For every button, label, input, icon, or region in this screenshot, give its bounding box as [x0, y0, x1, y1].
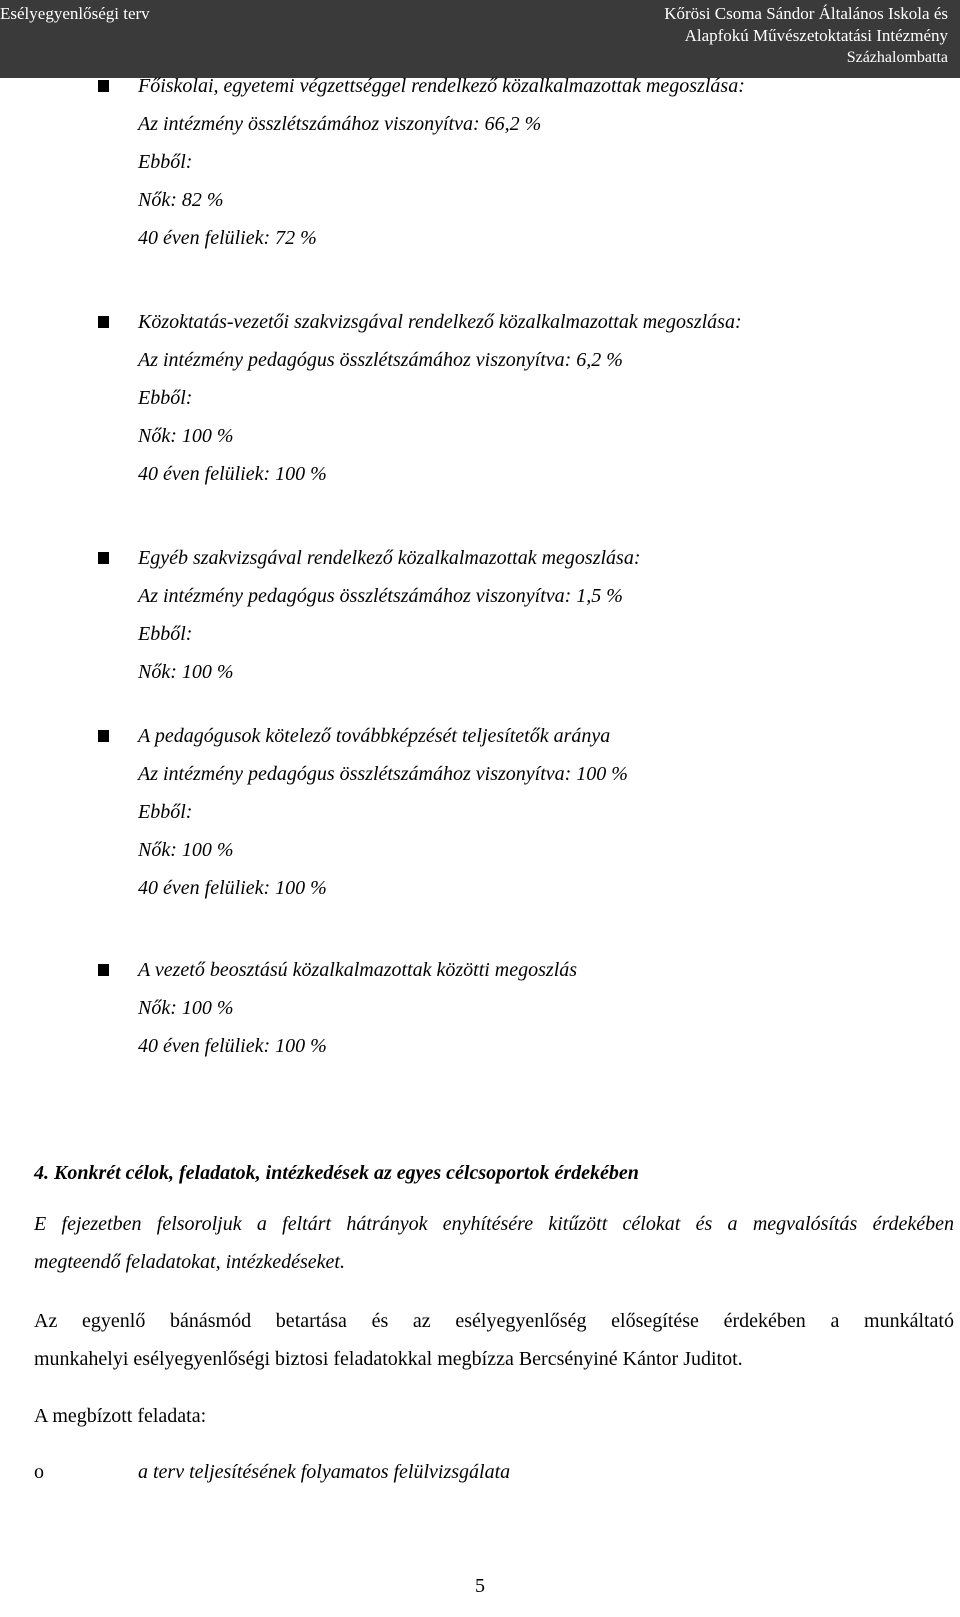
page-number: 5: [475, 1575, 485, 1597]
square-bullet-icon: [98, 730, 109, 742]
section-heading: 4. Konkrét célok, feladatok, intézkedések az egyes célcsoportok érdekében: [34, 1162, 639, 1184]
list-item-line: 40 éven felüliek: 100 %: [138, 1035, 327, 1057]
list-item-title: Egyéb szakvizsgával rendelkező közalkalmazottak megoszlása:: [138, 547, 641, 569]
list-item-line: Az intézmény pedagógus összlétszámához viszonyítva: 1,5 %: [138, 585, 623, 607]
header-institution-line: Alapfokú Művészetoktatási Intézmény: [684, 26, 948, 45]
paragraph-line: megteendő feladatokat, intézkedéseket.: [34, 1251, 345, 1273]
list-item-line: Nők: 100 %: [138, 839, 234, 861]
list-item: [138, 67, 745, 257]
list-item-line: Az intézmény összlétszámához viszonyítva: 66,2 %: [138, 113, 542, 135]
paragraph-task-label: [34, 1397, 954, 1435]
paragraph-line: E fejezetben felsoroljuk a feltárt hátrányok enyhítésére kitűzött célokat és a megvalósítás érdekében: [34, 1213, 954, 1235]
list-item-line: Ebből:: [138, 151, 193, 173]
list-item: [138, 717, 628, 907]
list-item-line: 40 éven felüliek: 100 %: [138, 877, 327, 899]
header-document-title: Esélyegyenlőségi terv: [0, 4, 150, 23]
list-item-line: 40 éven felüliek: 100 %: [138, 463, 327, 485]
list-item-line: Az intézmény pedagógus összlétszámához viszonyítva: 100 %: [138, 763, 628, 785]
square-bullet-icon: [98, 316, 109, 328]
list-item-line: 40 éven felüliek: 72 %: [138, 227, 317, 249]
paragraph-line: A megbízott feladata:: [34, 1405, 207, 1427]
list-item: [138, 539, 641, 691]
header-institution: [664, 3, 948, 69]
list-item-line: Az intézmény pedagógus összlétszámához viszonyítva: 6,2 %: [138, 349, 623, 371]
paragraph-line: Az egyenlő bánásmód betartása és az esélyegyenlőség elősegítése érdekében a munkáltató: [34, 1310, 954, 1332]
square-bullet-icon: [98, 964, 109, 976]
list-item-title: Főiskolai, egyetemi végzettséggel rendelkező közalkalmazottak megoszlása:: [138, 75, 745, 97]
list-item-line: Nők: 100 %: [138, 661, 234, 683]
list-item-line: Ebből:: [138, 801, 193, 823]
square-bullet-icon: [98, 80, 109, 92]
list-item-title: A pedagógusok kötelező továbbképzését teljesítetők aránya: [138, 725, 611, 747]
list-item-line: Nők: 100 %: [138, 425, 234, 447]
square-bullet-icon: [98, 552, 109, 564]
list-item: [138, 951, 577, 1065]
header-institution-line: Százhalombatta: [846, 49, 948, 66]
paragraph-line: munkahelyi esélyegyenlőségi biztosi feladatokkal megbízza Bercsényiné Kántor Juditot.: [34, 1348, 743, 1370]
list-item-title: Közoktatás-vezetői szakvizsgával rendelkező közalkalmazottak megoszlása:: [138, 311, 742, 333]
list-item-line: Ebből:: [138, 623, 193, 645]
list-item-line: Ebből:: [138, 387, 193, 409]
task-list-item: a terv teljesítésének folyamatos felülvizsgálata: [138, 1461, 511, 1483]
list-item-line: Nők: 100 %: [138, 997, 234, 1019]
paragraph-assignment: [34, 1302, 954, 1378]
list-item-line: Nők: 82 %: [138, 189, 224, 211]
paragraph-intro: [34, 1205, 954, 1281]
list-item-title: A vezető beosztású közalkalmazottak közötti megoszlás: [138, 959, 578, 981]
list-item: [138, 303, 742, 493]
circle-bullet-icon: o: [34, 1461, 44, 1483]
header-institution-line: Kőrösi Csoma Sándor Általános Iskola és: [664, 4, 948, 23]
